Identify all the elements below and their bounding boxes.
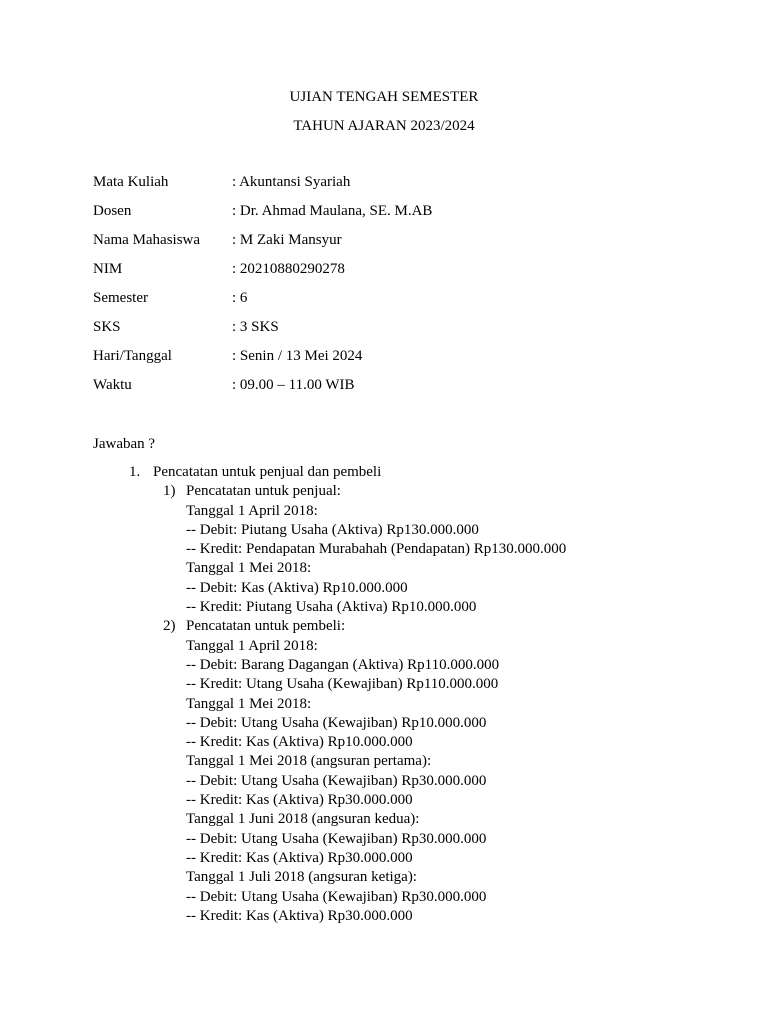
subsection-number: 2) xyxy=(163,618,176,635)
journal-line xyxy=(0,579,768,598)
journal-entry: -- Debit: Utang Usaha (Kewajiban) Rp30.000.000 xyxy=(186,830,487,847)
info-value: : M Zaki Mansyur xyxy=(232,232,342,248)
list-item xyxy=(0,482,768,501)
info-label: SKS xyxy=(93,319,121,335)
list-item xyxy=(0,463,768,482)
journal-line xyxy=(0,540,768,559)
info-label: NIM xyxy=(93,261,123,277)
info-label: Nama Mahasiswa xyxy=(93,232,201,248)
journal-line xyxy=(0,791,768,810)
subsection-number: 1) xyxy=(163,483,176,500)
info-label: Semester xyxy=(93,290,148,306)
journal-line xyxy=(0,521,768,540)
journal-line xyxy=(0,714,768,733)
info-value: : 3 SKS xyxy=(232,319,279,335)
document-title: UJIAN TENGAH SEMESTER xyxy=(289,89,479,105)
journal-line xyxy=(0,695,768,714)
journal-line xyxy=(0,772,768,791)
journal-entry: -- Debit: Utang Usaha (Kewajiban) Rp10.000.000 xyxy=(186,714,487,731)
journal-entry: -- Kredit: Kas (Aktiva) Rp30.000.000 xyxy=(186,792,413,809)
info-value: : 20210880290278 xyxy=(232,261,345,277)
info-label: Mata Kuliah xyxy=(93,174,169,190)
journal-line xyxy=(0,888,768,907)
subsection-heading: Pencatatan untuk pembeli: xyxy=(186,618,346,635)
journal-date: Tanggal 1 Juni 2018 (angsuran kedua): xyxy=(186,811,420,828)
info-value: : 09.00 – 11.00 WIB xyxy=(232,377,355,393)
journal-line xyxy=(0,502,768,521)
journal-entry: -- Debit: Utang Usaha (Kewajiban) Rp30.000.000 xyxy=(186,772,487,789)
list-item xyxy=(0,617,768,636)
journal-date: Tanggal 1 Mei 2018 (angsuran pertama): xyxy=(186,753,432,770)
journal-entry: -- Kredit: Pendapatan Murabahah (Pendapatan) Rp130.000.000 xyxy=(186,541,567,558)
journal-line xyxy=(0,907,768,926)
journal-line xyxy=(0,830,768,849)
journal-date: Tanggal 1 Mei 2018: xyxy=(186,695,312,712)
info-value: : Akuntansi Syariah xyxy=(232,174,351,190)
journal-entry: -- Kredit: Kas (Aktiva) Rp10.000.000 xyxy=(186,734,413,751)
journal-entry: -- Debit: Kas (Aktiva) Rp10.000.000 xyxy=(186,579,408,596)
journal-line xyxy=(0,675,768,694)
info-label: Hari/Tanggal xyxy=(93,348,172,364)
journal-line xyxy=(0,656,768,675)
journal-line xyxy=(0,733,768,752)
question-number: 1. xyxy=(129,464,141,480)
journal-line xyxy=(0,559,768,578)
journal-entry: -- Kredit: Piutang Usaha (Aktiva) Rp10.000.000 xyxy=(186,599,477,616)
journal-entry: -- Kredit: Kas (Aktiva) Rp30.000.000 xyxy=(186,849,413,866)
answer-label: Jawaban ? xyxy=(93,436,156,452)
info-value: : Dr. Ahmad Maulana, SE. M.AB xyxy=(232,203,433,219)
info-value: : 6 xyxy=(232,290,248,306)
journal-entry: -- Debit: Barang Dagangan (Aktiva) Rp110.000.000 xyxy=(186,656,500,673)
subsection-heading: Pencatatan untuk penjual: xyxy=(186,483,341,500)
journal-entry: -- Kredit: Kas (Aktiva) Rp30.000.000 xyxy=(186,907,413,924)
journal-line xyxy=(0,810,768,829)
info-value: : Senin / 13 Mei 2024 xyxy=(232,348,363,364)
journal-line xyxy=(0,637,768,656)
journal-entry: -- Debit: Piutang Usaha (Aktiva) Rp130.000.000 xyxy=(186,521,479,538)
journal-entry: -- Kredit: Utang Usaha (Kewajiban) Rp110.000.000 xyxy=(186,676,499,693)
answer-content xyxy=(0,463,768,926)
info-label: Dosen xyxy=(93,203,132,219)
question-text: Pencatatan untuk penjual dan pembeli xyxy=(153,464,382,480)
journal-entry: -- Debit: Utang Usaha (Kewajiban) Rp30.000.000 xyxy=(186,888,487,905)
info-label: Waktu xyxy=(93,377,132,393)
journal-line xyxy=(0,598,768,617)
journal-line xyxy=(0,849,768,868)
journal-date: Tanggal 1 Juli 2018 (angsuran ketiga): xyxy=(186,869,417,886)
journal-line xyxy=(0,868,768,887)
journal-line xyxy=(0,752,768,771)
journal-date: Tanggal 1 Mei 2018: xyxy=(186,560,312,577)
journal-date: Tanggal 1 April 2018: xyxy=(186,502,318,519)
document-subtitle: TAHUN AJARAN 2023/2024 xyxy=(293,118,475,134)
journal-date: Tanggal 1 April 2018: xyxy=(186,637,318,654)
